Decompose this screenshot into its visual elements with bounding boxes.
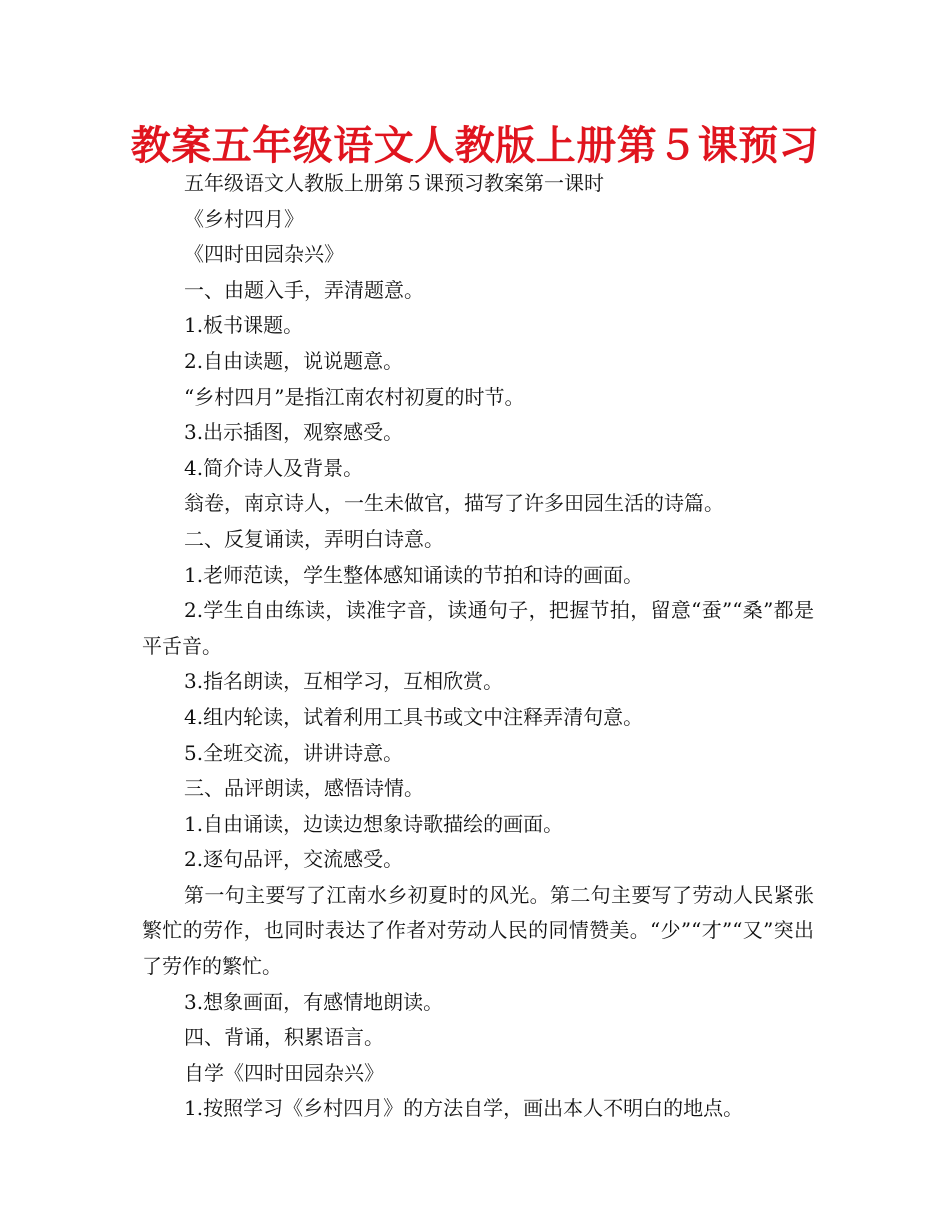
paragraph-poem-title-1: 《乡村四月》: [184, 206, 304, 231]
paragraph-item: 1.按照学习《乡村四月》的方法自学，画出本人不明白的地点。: [184, 1096, 744, 1121]
paragraph-item: 1.老师范读，学生整体感知诵读的节拍和诗的画面。: [184, 562, 644, 587]
paragraph-item: 3.出示插图，观察感受。: [184, 420, 404, 445]
paragraph-item: 2.自由读题，说说题意。: [184, 348, 404, 373]
paragraph-item: 1.板书课题。: [184, 313, 304, 338]
paragraph-item: 5.全班交流，讲讲诗意。: [184, 740, 404, 765]
document-title: 教案五年级语文人教版上册第５课预习: [130, 123, 820, 169]
paragraph-text: 第一句主要写了江南水乡初夏时的风光。第二句主要写了劳动人民紧张繁忙的劳作，也同时表达了作者对劳动人民的同情赞美。“少”“才”“又”突出了劳作的繁忙。: [142, 882, 814, 979]
paragraph-poem-title-2: 《四时田园杂兴》: [184, 242, 344, 267]
paragraph-text: “乡村四月”是指江南农村初夏的时节。: [184, 384, 525, 409]
paragraph-section-3-heading: 三、品评朗读，感悟诗情。: [184, 776, 424, 801]
paragraph-text: 翁卷，南京诗人，一生未做官，描写了许多田园生活的诗篇。: [184, 491, 724, 516]
paragraph-item: 2.逐句品评，交流感受。: [184, 847, 404, 872]
paragraph-section-4-heading: 四、背诵，积累语言。: [184, 1025, 384, 1050]
paragraph-item: 4.组内轮读，试着利用工具书或文中注释弄清句意。: [184, 704, 644, 729]
paragraph-item: 3.指名朗读，互相学习，互相欣赏。: [184, 669, 504, 694]
document-body: [142, 166, 814, 1127]
paragraph-item: 1.自由诵读，边读边想象诗歌描绘的画面。: [184, 811, 564, 836]
paragraph-section-2-heading: 二、反复诵读，弄明白诗意。: [184, 526, 444, 551]
paragraph-text: 自学《四时田园杂兴》: [184, 1060, 384, 1085]
paragraph-item: 4.简介诗人及背景。: [184, 455, 364, 480]
paragraph-subtitle: 五年级语文人教版上册第５课预习教案第一课时: [184, 171, 604, 195]
paragraph-item: 3.想象画面，有感情地朗读。: [184, 989, 444, 1014]
paragraph-item: 2.学生自由练读，读准字音，读通句子，把握节拍，留意“蚕”“桑”都是平舌音。: [142, 598, 814, 658]
paragraph-section-1-heading: 一、由题入手，弄清题意。: [184, 277, 424, 302]
